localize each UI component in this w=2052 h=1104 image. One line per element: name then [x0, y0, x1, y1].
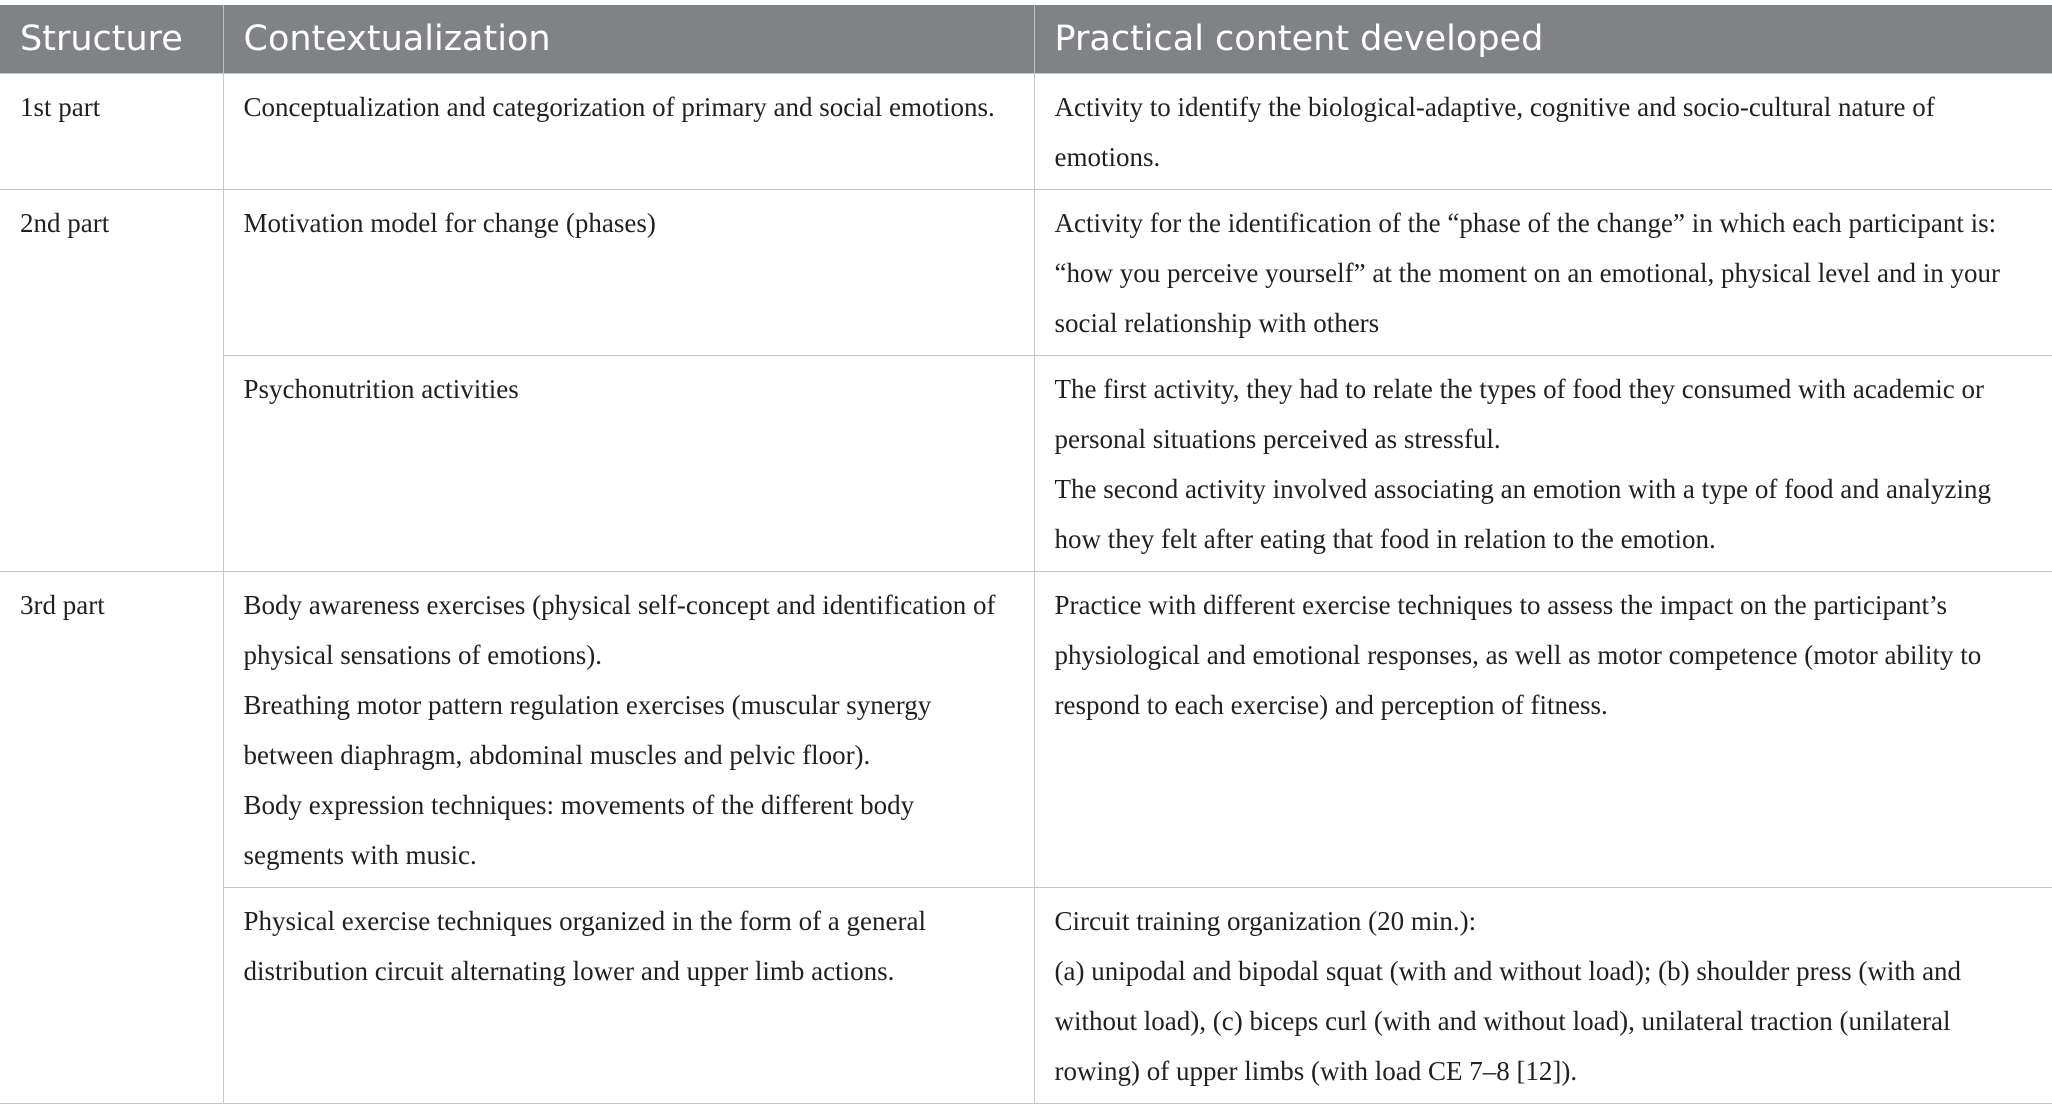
structure-table	[0, 5, 2052, 1104]
contextualization-cell	[223, 74, 1034, 190]
cell-paragraph: Body awareness exercises (physical self-concept and identification of physical sensations of emotions).	[243, 590, 996, 670]
cell-paragraph: Activity to identify the biological-adaptive, cognitive and socio-cultural nature of emotions.	[1054, 92, 1935, 172]
structure-cell: 3rd part	[0, 572, 223, 1104]
structure-cell: 1st part	[0, 74, 223, 190]
header-practical-content: Practical content developed	[1034, 5, 2052, 74]
contextualization-cell	[223, 356, 1034, 572]
data-table-container	[0, 5, 2052, 1104]
contextualization-cell	[223, 888, 1034, 1104]
table-row	[0, 572, 2052, 888]
contextualization-cell	[223, 190, 1034, 356]
table-row	[0, 356, 2052, 572]
practical-content-cell	[1034, 572, 2052, 888]
cell-paragraph: The first activity, they had to relate the types of food they consumed with academic or personal situations perceived as stressful.	[1054, 374, 1984, 454]
contextualization-cell	[223, 572, 1034, 888]
table-row	[0, 74, 2052, 190]
table-header	[0, 5, 2052, 74]
practical-content-cell	[1034, 74, 2052, 190]
cell-paragraph: Psychonutrition activities	[243, 374, 519, 404]
cell-paragraph: Practice with different exercise techniques to assess the impact on the participant’s physiological and emotional responses, as well as motor competence (motor ability to respond to each exercise) and perception of fitness.	[1054, 590, 1982, 720]
header-contextualization: Contextualization	[223, 5, 1034, 74]
cell-paragraph: Activity for the identification of the “phase of the change” in which each participant is: “how you perceive yourself” at the moment on an emotional, physical level and in your social relationship with others	[1054, 208, 2000, 338]
header-row	[0, 5, 2052, 74]
cell-paragraph: Breathing motor pattern regulation exercises (muscular synergy between diaphragm, abdominal muscles and pelvic floor).	[243, 690, 932, 770]
cell-paragraph: The second activity involved associating an emotion with a type of food and analyzing how they felt after eating that food in relation to the emotion.	[1054, 474, 1991, 554]
cell-paragraph: Motivation model for change (phases)	[243, 208, 656, 238]
cell-paragraph: Circuit training organization (20 min.):	[1054, 906, 1477, 936]
header-structure: Structure	[0, 5, 223, 74]
cell-paragraph: (a) unipodal and bipodal squat (with and without load); (b) shoulder press (with and without load), (c) biceps curl (with and without load), unilateral traction (unilateral rowing) of upper limbs (with load CE 7–8 [12]).	[1054, 956, 1962, 1086]
table-row	[0, 888, 2052, 1104]
cell-paragraph: Conceptualization and categorization of primary and social emotions.	[243, 92, 995, 122]
structure-cell: 2nd part	[0, 190, 223, 572]
practical-content-cell	[1034, 190, 2052, 356]
table-body	[0, 74, 2052, 1104]
table-row	[0, 190, 2052, 356]
practical-content-cell	[1034, 888, 2052, 1104]
cell-paragraph: Body expression techniques: movements of the different body segments with music.	[243, 790, 915, 870]
cell-paragraph: Physical exercise techniques organized in the form of a general distribution circuit alternating lower and upper limb actions.	[243, 906, 926, 986]
practical-content-cell	[1034, 356, 2052, 572]
